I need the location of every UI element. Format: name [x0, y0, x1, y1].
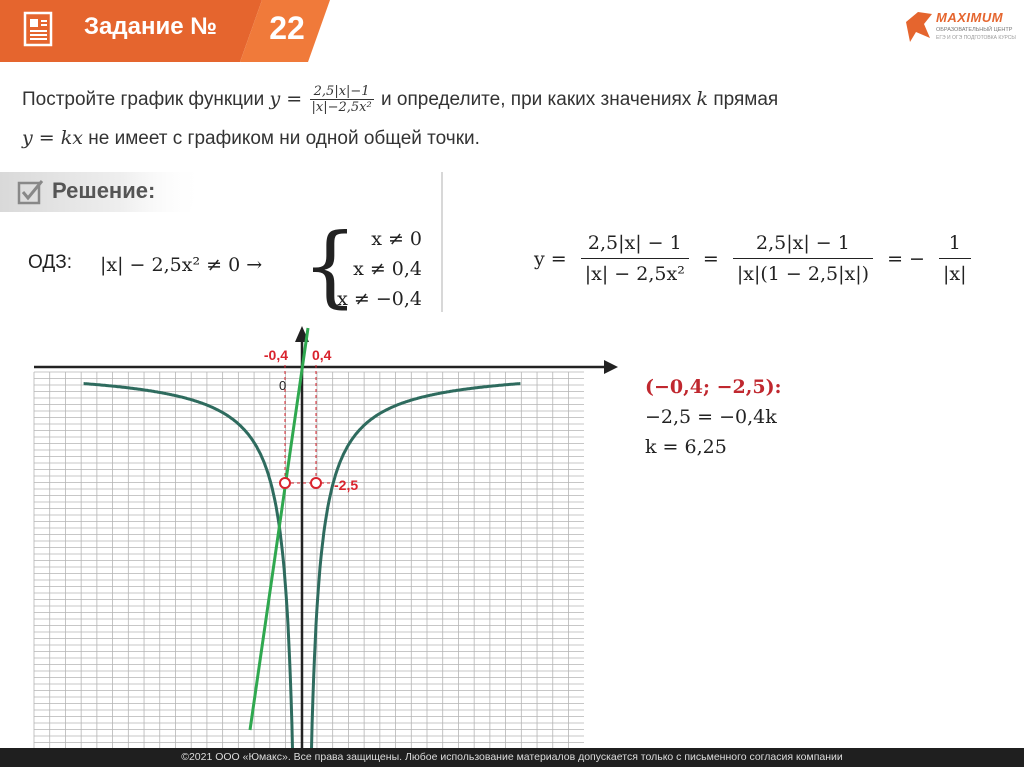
simplify-f2-numerator: 2,5|x| − 1 [733, 228, 873, 259]
odz-condition-2: x ≠ 0,4 [353, 258, 422, 280]
solution-heading: Решение: [52, 178, 156, 203]
task-title: Задание № [84, 13, 217, 40]
task-text-2: и определите, при каких значениях [381, 89, 692, 110]
odz-conditions [322, 224, 422, 314]
odz-brace: { [302, 214, 358, 317]
calculation [645, 372, 782, 462]
logo-mark-icon [904, 8, 934, 48]
task-fraction [310, 84, 374, 115]
simplify-equals-1: = [702, 247, 719, 270]
task-text-1: Постройте график функции [22, 89, 265, 110]
logo-text: MAXIMUM [936, 10, 1004, 25]
label-zero: 0 [279, 378, 287, 393]
odz-condition-3: x ≠ −0,4 [337, 288, 422, 310]
x-axis-arrow-icon [604, 360, 618, 374]
odz-expression: |x| − 2,5x² ≠ 0 → [100, 254, 263, 276]
simplification [530, 228, 975, 289]
simplify-fraction-2 [733, 228, 873, 289]
simplify-fraction-3 [939, 228, 971, 289]
logo [904, 8, 1014, 52]
calc-line-1: −2,5 = −0,4k [645, 406, 777, 428]
hole-pos-0-4 [311, 478, 321, 488]
copyright-text: ©2021 ООО «Юмакс». Все права защищены. Любое использование материалов допускается только с письменного согласия компании [181, 751, 843, 763]
task-k: k [696, 88, 709, 110]
logo-subtitle: ОБРАЗОВАТЕЛЬНЫЙ ЦЕНТР [936, 27, 1013, 33]
simplify-f1-denominator: |x| − 2,5x² [584, 263, 685, 285]
checkbox-icon [16, 177, 46, 207]
simplify-f3-numerator: 1 [939, 228, 971, 259]
function-graph [0, 320, 1024, 750]
task-fraction-denominator: |x|−2,5x² [311, 100, 372, 116]
label-y-2-5: -2,5 [334, 477, 359, 493]
odz-label: ОДЗ: [28, 252, 72, 273]
calc-line-2: k = 6,25 [645, 436, 727, 458]
document-icon [22, 10, 56, 48]
simplify-lhs: y = [534, 247, 567, 270]
logo-subtitle-2: ЕГЭ И ОГЭ ПОДГОТОВКА КУРСЫ [936, 35, 1016, 41]
task-line-equation: y = kx [22, 127, 83, 149]
label-pos-0-4: 0,4 [312, 347, 332, 363]
label-neg-0-4: -0,4 [263, 347, 288, 363]
task-text-4: не имеет с графиком ни одной общей точки. [88, 128, 480, 149]
odz-condition-1: x ≠ 0 [371, 228, 422, 250]
header [0, 0, 1024, 62]
graph-grid [34, 372, 584, 748]
simplify-f3-denominator: |x| [943, 263, 967, 285]
footer [0, 748, 1024, 767]
hole-neg-0-4 [280, 478, 290, 488]
simplify-fraction-1 [581, 228, 689, 289]
task-y-equals: y = [269, 88, 303, 110]
simplify-f2-denominator: |x|(1 − 2,5|x|) [736, 263, 870, 285]
simplify-equals-2: = − [887, 247, 925, 270]
solution-heading-bar [0, 172, 440, 212]
calc-point: (−0,4; −2,5): [645, 376, 782, 398]
task-fraction-numerator: 2,5|x|−1 [310, 84, 374, 100]
task-statement [22, 80, 1002, 158]
vertical-divider [441, 172, 443, 312]
task-number: 22 [269, 10, 305, 46]
task-text-3: прямая [713, 89, 779, 110]
simplify-f1-numerator: 2,5|x| − 1 [581, 228, 689, 259]
